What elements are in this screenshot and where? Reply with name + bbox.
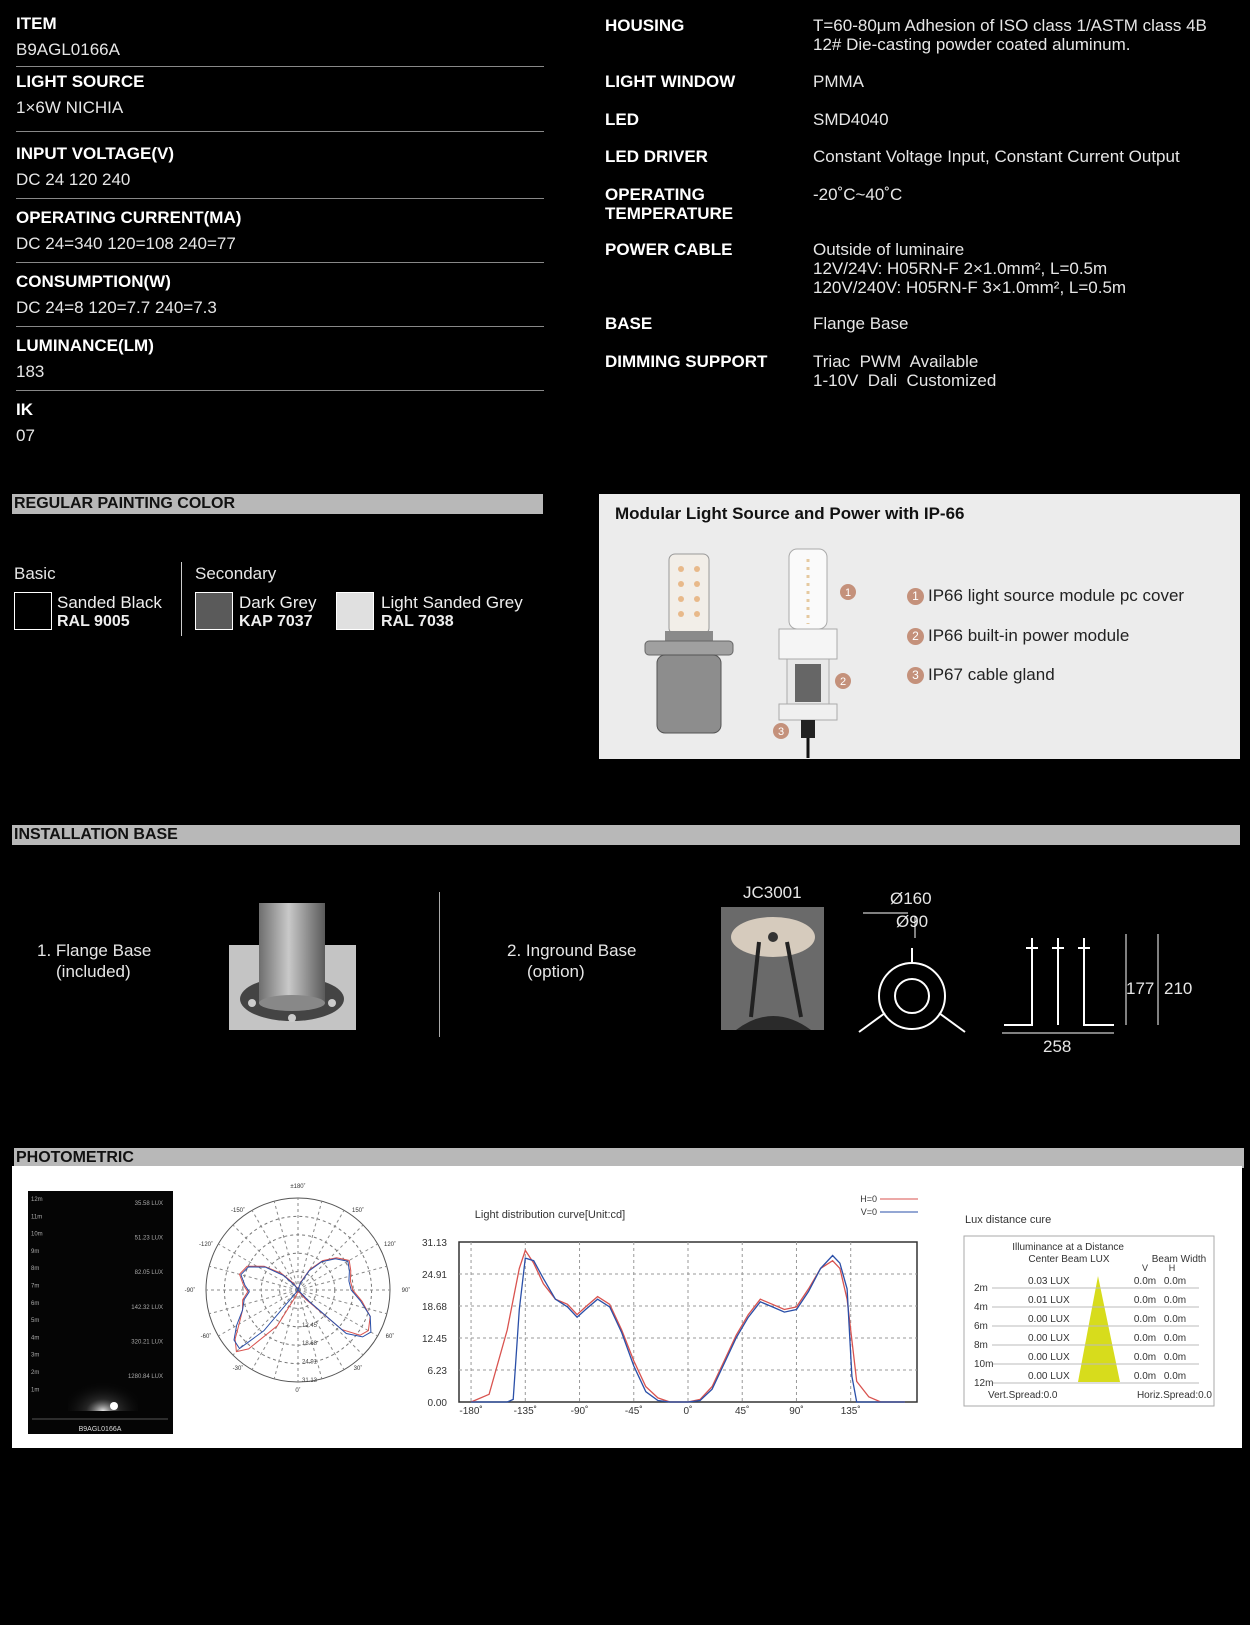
photometric-section-title: PHOTOMETRIC [14,1148,1244,1168]
x-tick-label: -45˚ [624,1406,643,1417]
number-badge-icon: 2 [907,628,924,645]
spec-value: DC 24=8 120=7.7 240=7.3 [16,298,217,317]
beam-width-h: 0.0m [1163,1371,1187,1382]
spec-divider [16,390,544,391]
inground-base-note: (option) [527,962,585,981]
spec-value: T=60-80μm Adhesion of ISO class 1/ASTM class 4B 12# Die-casting powder coated aluminum. [813,16,1207,54]
polar-spoke [274,1290,298,1379]
lux-distance: 10m [974,1359,994,1370]
module-feature-text: IP67 cable gland [928,665,1055,684]
spec-value: B9AGL0166A [16,40,120,59]
lux-value: 0.00 LUX [1028,1333,1070,1344]
polar-angle-label: -60˚ [200,1334,212,1340]
polar-spoke [298,1244,378,1290]
lux-cone [1078,1276,1120,1382]
spec-divider [16,198,544,199]
beam-width-h: 0.0m [1163,1276,1187,1287]
x-tick-label: 90˚ [789,1406,804,1417]
polar-spoke [298,1290,344,1370]
polar-chart [184,1180,411,1398]
beam-width-v: 0.0m [1133,1352,1157,1363]
polar-spoke [252,1210,298,1290]
light-distribution-chart [412,1186,952,1431]
legend-label: H=0 [860,1194,877,1204]
swatch-name: Light Sanded Grey [381,593,523,612]
polar-angle-label: -30˚ [232,1366,244,1372]
spec-row-left [16,208,544,254]
beam-distance-label: 8m [31,1266,40,1273]
y-tick-label: 6.23 [427,1365,447,1377]
polar-angle-label: 120˚ [383,1242,397,1248]
secondary-label: Secondary [195,564,277,583]
swatch-code: KAP 7037 [239,613,313,630]
swatch-sanded-black [14,592,52,630]
module-title: Modular Light Source and Power with IP-66 [615,504,965,523]
polar-angle-label: 150˚ [351,1208,365,1214]
spec-value: SMD4040 [813,110,889,129]
spec-value: 07 [16,426,35,445]
spec-row-left [16,336,544,382]
beam-distance-label: 3m [31,1352,40,1359]
beam-width-h: 0.0m [1163,1314,1187,1325]
polar-spoke [298,1210,344,1290]
lux-distance-title: Lux distance cure [965,1214,1052,1226]
photometric-panel [12,1166,1242,1448]
beam-lux-label: 1280.84 LUX [127,1374,163,1380]
polar-angle-label: 90˚ [401,1288,411,1294]
beam-distance-label: 1m [31,1387,40,1394]
beam-width-v: 0.0m [1133,1276,1157,1287]
beam-distance-label: 11m [31,1214,43,1221]
lux-legend-width: Beam Width [1151,1254,1207,1265]
beam-width-v: 0.0m [1133,1371,1157,1382]
swatch-name: Sanded Black [57,593,162,612]
inground-model: JC3001 [743,883,802,902]
y-tick-label: 31.13 [421,1238,447,1249]
polar-spoke [298,1290,378,1336]
beam-distance-label: 4m [31,1335,40,1342]
polar-spoke [218,1290,298,1336]
spec-value: -20˚C~40˚C [813,185,903,204]
svg-text:2: 2 [839,676,847,688]
dimension-height-210: 210 [1164,979,1193,998]
module-feature-text: IP66 light source module pc cover [928,586,1185,605]
installation-section-title: INSTALLATION BASE [12,825,1240,845]
swatch-name: Dark Grey [239,593,317,612]
beam-distance-label: 10m [31,1231,43,1238]
y-tick-label: 24.91 [421,1269,447,1281]
number-badge-icon: 1 [907,588,924,605]
swatch-light-sanded-grey [336,592,374,630]
beam-width-v: 0.0m [1133,1314,1157,1325]
lux-distance: 4m [974,1302,988,1313]
spec-label: INPUT VOLTAGE(V) [16,144,175,163]
inground-base-photo [721,907,824,1030]
ring-drawing [855,908,970,1038]
polar-angle-label: ±180˚ [290,1184,306,1190]
beam-simulation [28,1191,173,1434]
inner-diameter: Ø90 [896,912,929,931]
x-tick-label: 0˚ [683,1406,693,1417]
flange-base-illustration [229,903,356,1030]
painting-divider [181,562,182,636]
module-panel [599,494,1240,759]
lux-value: 0.00 LUX [1028,1371,1070,1382]
spec-value: 183 [16,362,45,381]
swatch-dark-grey [195,592,233,630]
polar-angle-label: 60˚ [385,1334,395,1340]
spec-label: POWER CABLE [605,240,733,259]
module-feature-text: IP66 built-in power module [928,626,1130,645]
beam-width-h: 0.0m [1163,1295,1187,1306]
y-tick-label: 18.68 [421,1301,447,1313]
spec-value: Outside of luminaire 12V/24V: H05RN-F 2×1.0mm², L=0.5m 120V/240V: H05RN-F 3×1.0mm², L=0.5m [813,240,1127,297]
polar-angle-label: 30˚ [353,1366,363,1372]
module-exploded-illustration [759,544,879,759]
x-tick-label: -135˚ [513,1406,537,1417]
beam-distance-label: 5m [31,1318,40,1325]
inground-base-label: 2. Inground Base [507,941,637,960]
spec-label: LUMINANCE(LM) [16,336,154,355]
polar-spoke [209,1290,298,1314]
lux-legend-v: V [1141,1263,1149,1273]
spec-row-left [16,400,544,446]
spec-label: OPERATING TEMPERATURE [605,185,734,223]
spec-label: OPERATING CURRENT(MA) [16,208,242,227]
spec-divider [16,262,544,263]
beam-width-h: 0.0m [1163,1333,1187,1344]
beam-lux-label: 82.05 LUX [134,1270,163,1277]
lux-value: 0.01 LUX [1028,1295,1070,1306]
polar-spoke [252,1290,298,1370]
spec-label: BASE [605,314,653,333]
spec-label: LIGHT SOURCE [16,72,145,91]
spec-divider [16,326,544,327]
swatch-code: RAL 9005 [57,613,130,630]
spec-value: Flange Base [813,314,909,333]
spec-value: Triac PWM Available 1-10V Dali Customized [813,352,997,390]
beam-distance-label: 2m [31,1370,40,1376]
polar-value-label: 24.91 [302,1359,318,1366]
module-feature-2 [907,626,1129,646]
module-feature-3 [907,665,1055,685]
polar-spoke [298,1225,363,1290]
spec-row-left [16,14,544,60]
x-tick-label: -180˚ [459,1406,483,1417]
spec-value: Constant Voltage Input, Constant Current Output [813,147,1180,166]
spec-value: PMMA [813,72,864,91]
spec-label: LED [605,110,639,129]
spec-divider [16,131,544,132]
lux-legend-h: H [1168,1263,1176,1273]
lux-value: 0.00 LUX [1028,1314,1070,1325]
polar-angle-label: -90˚ [184,1288,196,1294]
spec-label: CONSUMPTION(W) [16,272,171,291]
dimension-width-258: 258 [1043,1037,1072,1056]
x-tick-label: 135˚ [840,1406,861,1417]
spec-label: IK [16,400,33,419]
flange-base-label: 1. Flange Base [37,941,152,960]
spec-row-left [16,72,544,118]
lux-distance: 6m [974,1321,988,1332]
spec-row-left [16,272,544,318]
polar-value-label: 31.13 [302,1378,318,1384]
lux-value: 0.00 LUX [1028,1352,1070,1363]
spec-divider [16,66,544,67]
beam-distance-label: 6m [31,1300,40,1307]
beam-item-label: B9AGL0166A [78,1426,122,1433]
lux-distance: 2m [974,1283,988,1294]
painting-section-title: REGULAR PAINTING COLOR [12,494,543,514]
spec-label: HOUSING [605,16,685,35]
dimension-height-177: 177 [1126,979,1155,998]
polar-value-label: 18.68 [302,1341,318,1348]
svg-text:3: 3 [777,726,785,738]
lux-value: 0.03 LUX [1028,1276,1070,1287]
spec-label: DIMMING SUPPORT [605,352,768,371]
polar-spoke [209,1266,298,1290]
spec-row-left [16,144,544,190]
beam-width-v: 0.0m [1133,1295,1157,1306]
swatch-code: RAL 7038 [381,613,454,630]
spec-label: LED DRIVER [605,147,708,166]
module-assembled-illustration [639,549,739,739]
spec-value: DC 24 120 240 [16,170,131,189]
polar-angle-label: -120˚ [198,1242,214,1248]
beam-lux-label: 35.58 LUX [134,1201,163,1207]
polar-spoke [298,1290,387,1314]
spec-label: ITEM [16,14,57,33]
y-tick-label: 12.45 [421,1334,447,1346]
beam-lux-label: 320.21 LUX [131,1339,163,1346]
lux-legend-title: Illuminance at a Distance [1012,1242,1124,1253]
lux-legend-center: Center Beam LUX [1028,1254,1110,1265]
beam-width-h: 0.0m [1163,1352,1187,1363]
polar-angle-label: 0˚ [295,1388,301,1394]
lux-distance: 8m [974,1340,988,1351]
svg-text:1: 1 [844,587,852,599]
vert-spread: Vert.Spread:0.0 [988,1390,1058,1401]
beam-distance-label: 9m [31,1248,40,1255]
beam-distance-label: 12m [31,1197,43,1203]
flange-base-note: (included) [56,962,131,981]
polar-spoke [298,1201,322,1290]
legend-label: V=0 [860,1207,877,1217]
module-feature-1 [907,586,1184,606]
polar-angle-label: -150˚ [230,1208,246,1214]
y-tick-label: 0.00 [427,1398,447,1409]
x-tick-label: 45˚ [735,1406,750,1417]
basic-label: Basic [14,564,56,583]
spec-label: LIGHT WINDOW [605,72,736,91]
spec-value: 1×6W NICHIA [16,98,124,117]
chart-title: Light distribution curve[Unit:cd] [474,1209,626,1221]
installation-divider [439,892,440,1037]
beam-lux-label: 142.32 LUX [131,1304,163,1311]
spec-value: DC 24=340 120=108 240=77 [16,234,236,253]
horiz-spread: Horiz.Spread:0.0 [1136,1390,1212,1401]
beam-distance-label: 7m [31,1283,40,1290]
outer-diameter: Ø160 [890,889,932,908]
beam-width-v: 0.0m [1133,1333,1157,1344]
x-tick-label: -90˚ [570,1406,589,1417]
polar-value-label: 12.45 [302,1322,318,1329]
beam-lux-label: 51.23 LUX [134,1235,163,1242]
number-badge-icon: 3 [907,667,924,684]
lux-distance-table [964,1232,1219,1412]
lux-distance: 12m [974,1378,994,1389]
